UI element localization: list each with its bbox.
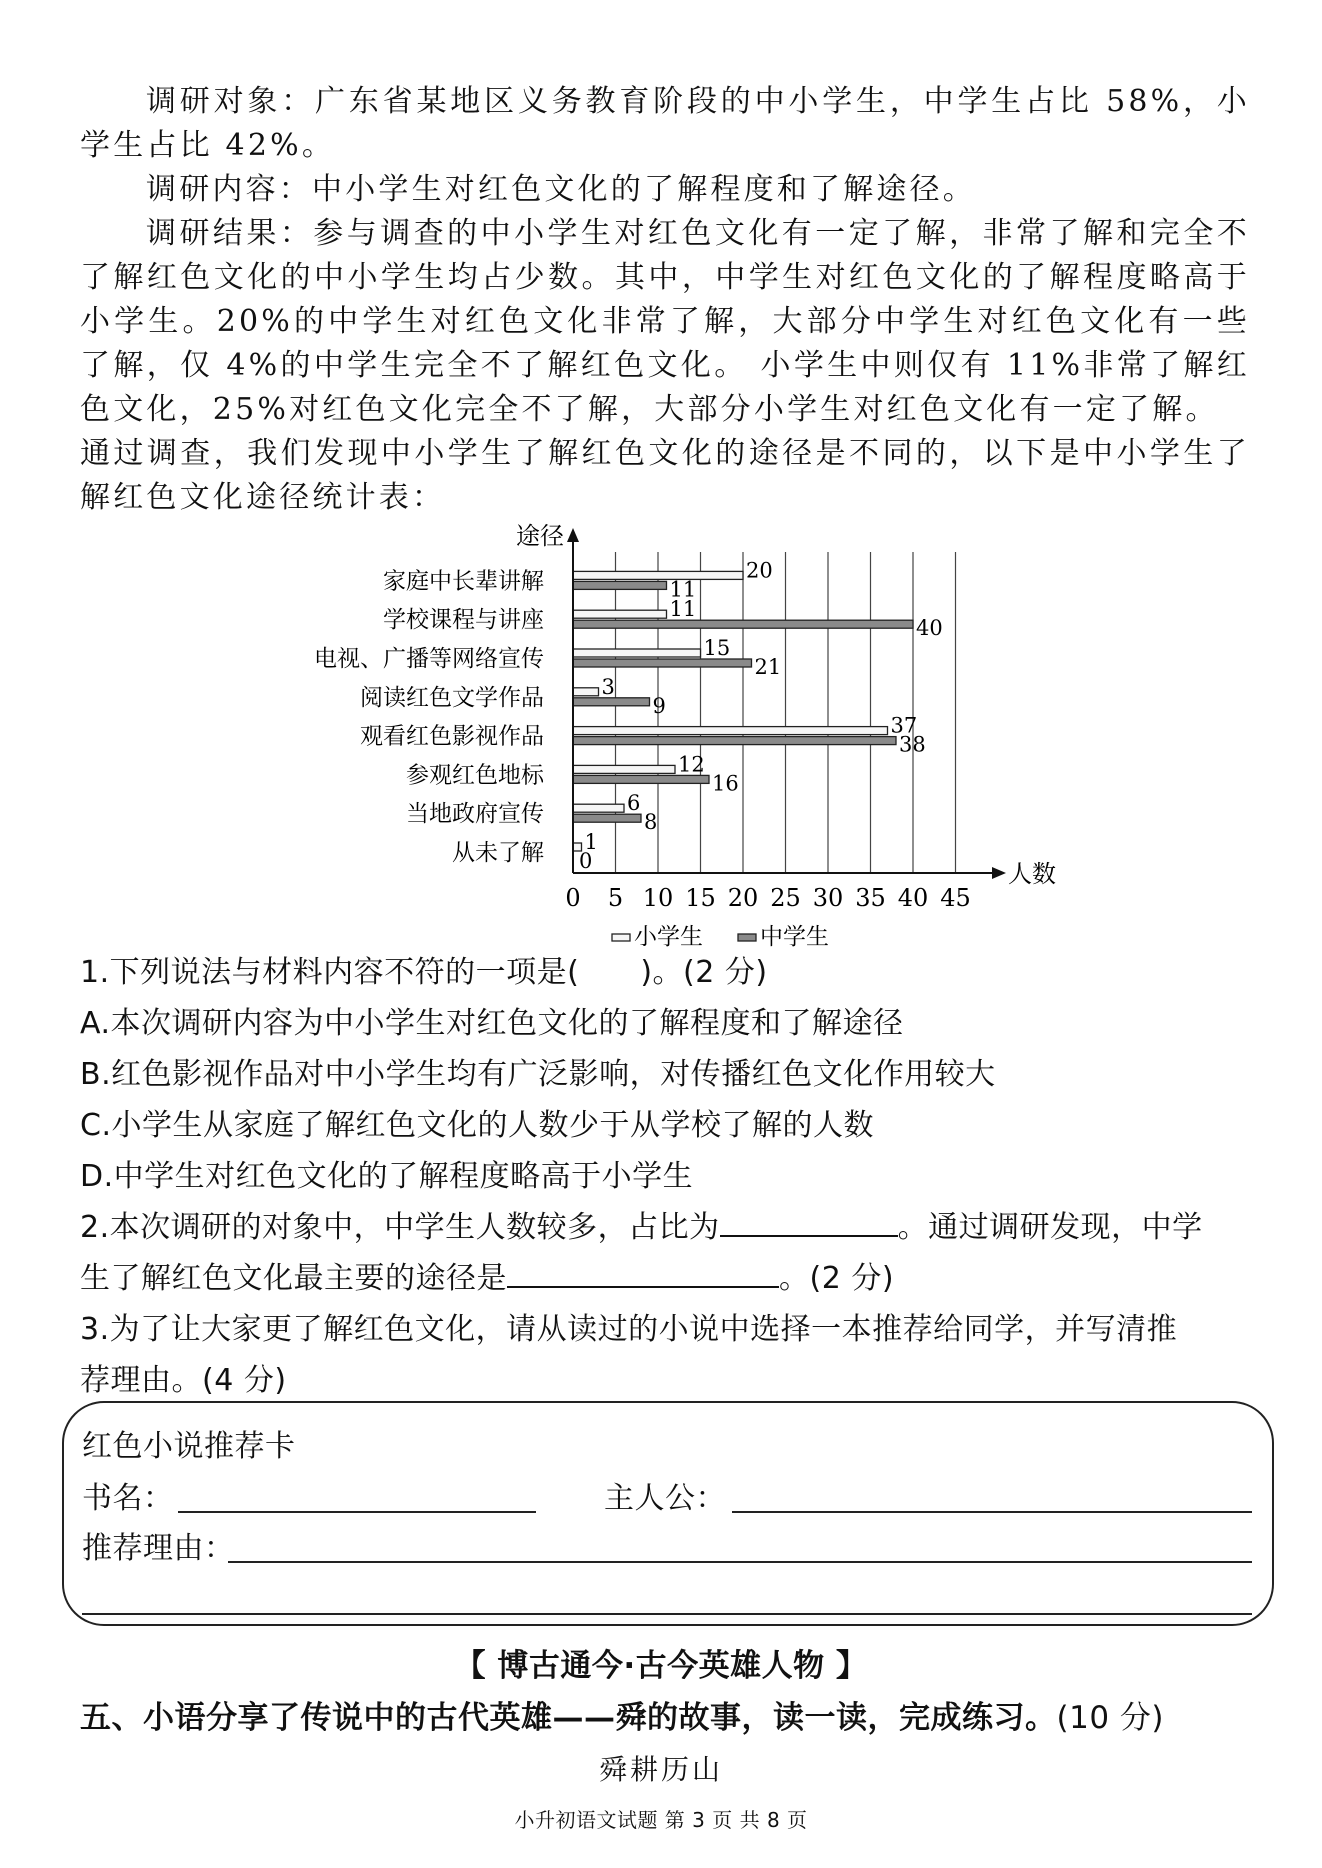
card-reason-blank[interactable] [228, 1561, 1252, 1563]
question-1-option-a: A.本次调研内容为中小学生对红色文化的了解程度和了解途径 [80, 1006, 904, 1041]
chart-category-label: 阅读红色文学作品 [360, 684, 544, 711]
recommendation-card [62, 1401, 1274, 1626]
question-2-text-b: 。通过调研发现，中学 [897, 1210, 1203, 1245]
legend-swatch-primary [612, 934, 630, 941]
card-book-blank[interactable] [178, 1511, 536, 1513]
question-1-option-b: B.红色影视作品对中小学生均有广泛影响，对传播红色文化作用较大 [80, 1057, 996, 1092]
survey-results-paragraph: 调研结果：参与调查的中小学生对红色文化有一定了解，非常了解和完全不了解红色文化的中小学生均占少数。其中，中学生对红色文化的了解程度略高于小学生。20%的中学生对红色文化非常了解，大部分中学生对红色文化有一些了解，仅 4%的中学生完全不了解红色文化。 小学生中则仅有 11%非常了解红色文化，25%对红色文化完全不了解，大部分小学生对红色文化有一定了解。 [80, 216, 1250, 427]
chart-x-tick-label: 5 [607, 884, 624, 912]
section-heading-score: (10 分) [1056, 1700, 1164, 1736]
legend-label-secondary: 中学生 [760, 924, 829, 950]
question-2-text-d: 。(2 分) [779, 1261, 895, 1296]
chart-bar-primary [573, 649, 701, 657]
chart-category-label: 家庭中长辈讲解 [383, 568, 544, 595]
chart-x-tick-label: 30 [812, 884, 844, 912]
chart-value-label: 40 [916, 616, 943, 641]
chart-value-label: 12 [678, 752, 705, 777]
survey-intro-paragraph: 通过调查，我们发现中小学生了解红色文化的途径是不同的，以下是中小学生了解红色文化途径统计表： [80, 436, 1250, 515]
card-reason-blank-2[interactable] [82, 1613, 1252, 1615]
section-heading [80, 1692, 1164, 1737]
chart-category-label: 观看红色影视作品 [360, 723, 544, 750]
question-2-line-2 [80, 1254, 1260, 1304]
section-heading-text: 五、小语分享了传说中的古代英雄——舜的故事，读一读，完成练习。 [80, 1700, 1057, 1736]
chart-bar-primary [573, 610, 667, 618]
chart-x-tick-label: 20 [727, 884, 759, 912]
question-2-text-a: 2.本次调研的对象中，中学生人数较多，占比为 [80, 1210, 720, 1245]
chart-value-label: 16 [712, 771, 739, 796]
question-2-blank-pathway[interactable] [507, 1254, 779, 1288]
chart-tick-labels [565, 884, 970, 912]
survey-content-paragraph: 调研内容：中小学生对红色文化的了解程度和了解途径。 [146, 172, 976, 207]
card-hero-label: 主人公： [604, 1481, 726, 1516]
chart-value-labels [579, 558, 943, 873]
chart-bar-secondary [573, 737, 896, 745]
chart-value-label: 11 [669, 577, 697, 602]
chart-value-label: 6 [627, 791, 641, 816]
card-reason-label: 推荐理由： [82, 1531, 235, 1566]
pathway-bar-chart [240, 516, 1080, 952]
chart-x-tick-label: 0 [565, 884, 581, 912]
chart-value-label: 11 [669, 597, 697, 622]
chart-category-label: 从未了解 [452, 840, 544, 866]
page-footer: 小升初语文试题 第 3 页 共 8 页 [514, 1808, 808, 1832]
chart-value-label: 1 [584, 830, 598, 854]
chart-bar-secondary [573, 659, 752, 667]
card-hero-blank[interactable] [732, 1511, 1252, 1513]
chart-category-labels [314, 568, 545, 866]
question-1-stem: 1.下列说法与材料内容不符的一项是( )。(2 分) [80, 955, 768, 990]
chart-bar-primary [573, 804, 624, 812]
legend-label-primary: 小学生 [634, 924, 703, 950]
chart-bar-primary [573, 765, 675, 773]
chart-category-label: 参观红色地标 [406, 762, 544, 789]
chart-bar-secondary [573, 698, 650, 706]
chart-value-label: 0 [579, 849, 593, 873]
chart-value-label: 9 [652, 693, 666, 718]
chart-value-label: 8 [644, 810, 658, 835]
question-1-option-d: D.中学生对红色文化的了解程度略高于小学生 [80, 1159, 694, 1194]
chart-x-tick-label: 25 [770, 884, 801, 912]
chart-category-label: 电视、广播等网络宣传 [314, 646, 544, 672]
chart-x-tick-label: 15 [685, 884, 716, 912]
chart-category-label: 学校课程与讲座 [383, 607, 544, 634]
chart-value-label: 15 [703, 636, 731, 660]
chart-bar-secondary [573, 620, 913, 628]
chart-gridlines [616, 552, 956, 873]
chart-x-tick-label: 10 [642, 884, 674, 912]
question-3-line-2: 荐理由。(4 分) [80, 1363, 287, 1398]
question-3-line-1: 3.为了让大家更了解红色文化，请从读过的小说中选择一本推荐给同学，并写清推 [80, 1312, 1178, 1347]
chart-y-axis-label: 途径 [516, 522, 564, 550]
question-1-option-c: C.小学生从家庭了解红色文化的人数少于从学校了解的人数 [80, 1108, 874, 1143]
chart-legend [612, 924, 829, 950]
legend-swatch-secondary [738, 934, 756, 941]
chart-bar-primary [573, 727, 888, 735]
chart-bar-primary [573, 571, 743, 579]
chart-value-label: 38 [899, 732, 926, 757]
chart-x-tick-label: 35 [855, 884, 886, 912]
survey-subjects-paragraph: 调研对象：广东省某地区义务教育阶段的中小学生，中学生占比 58%，小学生占比 42%。 [80, 84, 1250, 163]
chart-bar-secondary [573, 814, 641, 822]
chart-value-label: 37 [890, 713, 918, 738]
section-banner: 【 博古通今·古今英雄人物 】 [454, 1648, 868, 1684]
chart-y-axis-arrow [567, 528, 579, 542]
chart-category-label: 当地政府宣传 [406, 801, 544, 828]
question-2-text-c: 生了解红色文化最主要的途径是 [80, 1261, 507, 1296]
question-2-blank-ratio[interactable] [720, 1203, 898, 1237]
chart-value-label: 21 [754, 655, 782, 679]
card-title: 红色小说推荐卡 [82, 1429, 296, 1464]
chart-value-label: 3 [601, 674, 615, 699]
chart-bar-secondary [573, 581, 667, 589]
chart-bar-secondary [573, 775, 709, 783]
chart-bar-primary [573, 688, 599, 696]
story-title: 舜耕历山 [598, 1753, 723, 1786]
card-book-label: 书名： [82, 1481, 174, 1516]
chart-x-tick-label: 40 [897, 884, 929, 912]
chart-value-label: 20 [746, 558, 773, 583]
question-2-line-1 [80, 1203, 1260, 1253]
chart-x-axis-label: 人数 [1008, 860, 1056, 888]
chart-x-tick-label: 45 [940, 884, 971, 912]
chart-x-axis-arrow [992, 867, 1006, 879]
